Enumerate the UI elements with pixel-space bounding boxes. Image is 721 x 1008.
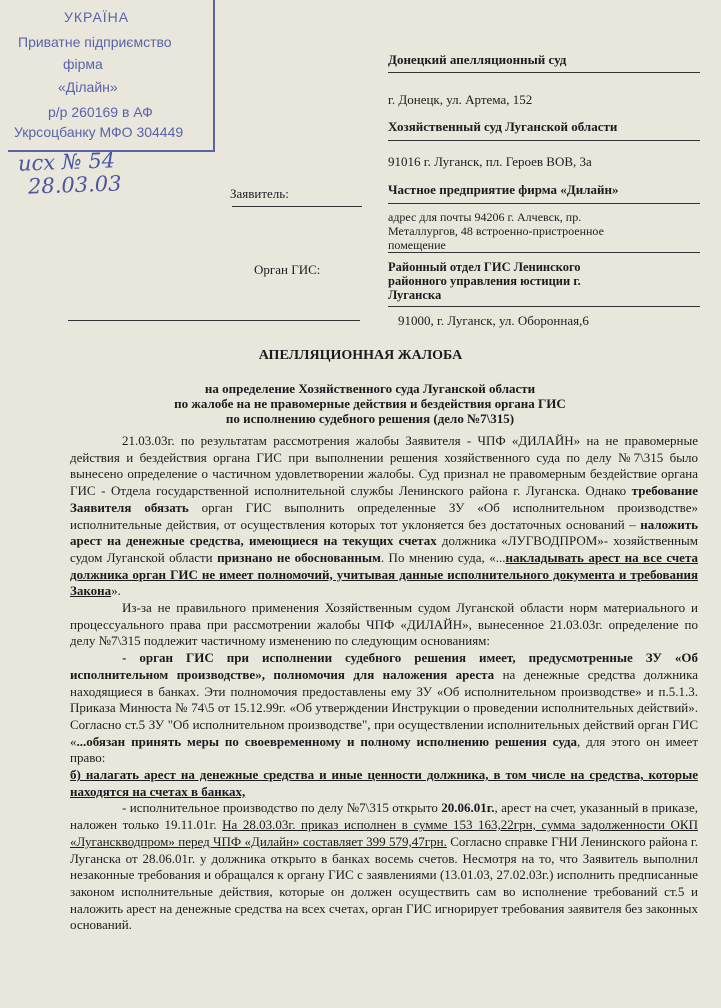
divider [232, 206, 362, 207]
court1-name: Донецкий апелляционный суд [388, 52, 567, 67]
handwritten-number: исх № 54 [17, 148, 116, 176]
document-title: АПЕЛЛЯЦИОННАЯ ЖАЛОБА [258, 348, 463, 363]
text-run: Согласно справке ГНИ Ленинского района г. Луганска от 28.06.01г. у должника открыто в банках восемь счетов. Несмотря на то, что Заявитель выполнил незаконные требования и обращался к органу ГИС с заявлениями (13.01.03, 27.02.03г.) исполнить предписанные законом исполнительные действия, которые он должен осуществить сам во исполнение требований ст.5 и наложить арест на денежные средства на всех счетах, орган ГИС игнорирует требования заявителя без законных оснований. [70, 833, 698, 933]
paragraph [70, 433, 698, 600]
court2-name: Хозяйственный суд Луганской области [388, 119, 618, 134]
gis-name-line: районного управления юстиции г. [388, 274, 581, 288]
paragraph [70, 650, 698, 767]
applicant-address [388, 210, 688, 252]
company-stamp [8, 0, 215, 152]
text-run: ». [111, 583, 121, 599]
paragraph [70, 800, 698, 934]
subtitle-line: на определение Хозяйственного суда Луганской области [204, 381, 536, 396]
paragraph: Из-за не правильного применения Хозяйственным судом Луганской области норм материального и процессуального права при рассмотрении жалобы ЧПФ «ДИЛАЙН», вынесенное 21.03.03г. определение по делу №7\315 подлежит частичному изменению по следующим основаниям: [70, 600, 698, 649]
divider [388, 306, 700, 307]
divider [388, 72, 700, 73]
text-run-bold: наложить арест на денежные средства, имеющиеся на текущих счетах [70, 516, 698, 549]
text-run-bold: ...обязан принять меры по своевременному и полному исполнению решения суда [76, 733, 578, 749]
divider [388, 252, 700, 253]
document-body [70, 433, 698, 934]
gis-address: 91000, г. Луганск, ул. Оборонная,6 [398, 313, 589, 328]
subtitle-line: по жалобе на не правомерные действия и бездействия органа ГИС [174, 396, 566, 411]
gis-name-line: Районный отдел ГИС Ленинского [388, 260, 581, 274]
court1-address: г. Донецк, ул. Артема, 152 [388, 92, 533, 107]
text-run-underlined: б) налагать арест на денежные средства и иные ценности должника, в том числе на средства, которые находятся на счетах в банках, [70, 767, 698, 799]
divider [388, 203, 700, 204]
text-run: 21.03.03г. по результатам рассмотрения жалобы Заявителя - ЧПФ «ДИЛАЙН» на не правомерные действия и бездействия органа ГИС при выполнении решения хозяйственного суда по делу №7\315 было вынесено определение о частичном удовлетворении жалобы. Суд признал не правомерным бездействие органа ГИС - Отдела государственной исполнительной службы Ленинского района г. Луганска. Однако [70, 433, 698, 499]
paragraph [70, 767, 698, 800]
document-subtitle [120, 381, 620, 426]
divider [68, 320, 360, 321]
text-run: , арест на счет, указанный в приказе, наложен только 19.11.01г. [70, 800, 699, 833]
text-run-underlined: На 28.03.03г. приказ исполнен в сумме 153 163,22грн, сумма задолженности ОКП «Луганскводпром» перед ЧПФ «Дилайн» составляет 399 579,47грн. [70, 817, 698, 849]
stamp-line: «Ділайн» [58, 79, 118, 95]
gis-label: Орган ГИС: [254, 262, 321, 277]
text-run-bold: - орган ГИС при исполнении судебного решения имеет, предусмотренные ЗУ «Об исполнительном производстве», полномочия для наложения ареста [70, 650, 698, 682]
stamp-line: УКРАЇНА [64, 9, 130, 25]
text-run: , для этого он имеет право: [70, 733, 699, 766]
text-run-bold: требование Заявителя обязать [70, 483, 698, 515]
text-run-bold: 20.06.01г. [441, 800, 495, 816]
applicant-label: Заявитель: [230, 186, 289, 201]
text-run: орган ГИС выполнить определенные ЗУ «Об исполнительном производстве» исполнительные действия, от осуществления которых тот уклоняется без достаточных оснований – [70, 499, 698, 532]
applicant-name: Частное предприятие фирма «Дилайн» [388, 182, 619, 197]
stamp-line: р/р 260169 в АФ [48, 104, 153, 120]
text-run-underlined: накладывать арест на все счета должника орган ГИС не имеет полномочий, учитывая данные исполнительного документа и требования Закона [70, 549, 698, 599]
text-run: должника «ЛУГВОДПРОМ»- хозяйственным судом Луганской области [70, 533, 698, 565]
stamp-line: Укрсоцбанку МФО 304449 [14, 124, 184, 140]
text-run-bold: признано не обоснованным [217, 549, 381, 565]
gis-name-line: Луганска [388, 288, 442, 302]
divider [388, 140, 700, 141]
handwritten-date: 28.03.03 [27, 171, 122, 199]
applicant-address-line: Металлургов, 48 встроенно-пристроенное [388, 224, 604, 238]
applicant-address-line: помещение [388, 238, 446, 252]
gis-name [388, 260, 688, 302]
subtitle-line: по исполнению судебного решения (дело №7\315) [225, 411, 515, 426]
text-run: на денежные средства должника находящиеся в банках. Эти полномочия предоставлены ему ЗУ «Об исполнительном производстве» и п.5.1.3. Приказа Минюста № 74\5 от 15.12.99г. «Об утверждении Инструкции о проведении исполнительных действий». Согласно ст.5 ЗУ "Об исполнительном производстве", при осуществлении исполнительных действий орган ГИС « [70, 666, 698, 749]
court2-address: 91016 г. Луганск, пл. Героев ВОВ, 3а [388, 154, 592, 169]
text-run: - исполнительное производство по делу №7\315 открыто [122, 800, 442, 816]
stamp-line: Приватне підприємство [18, 34, 172, 50]
text-run: . По мнению суда, «... [380, 549, 506, 565]
applicant-address-line: адрес для почты 94206 г. Алчевск, пр. [388, 210, 582, 224]
stamp-line: фірма [63, 56, 103, 72]
